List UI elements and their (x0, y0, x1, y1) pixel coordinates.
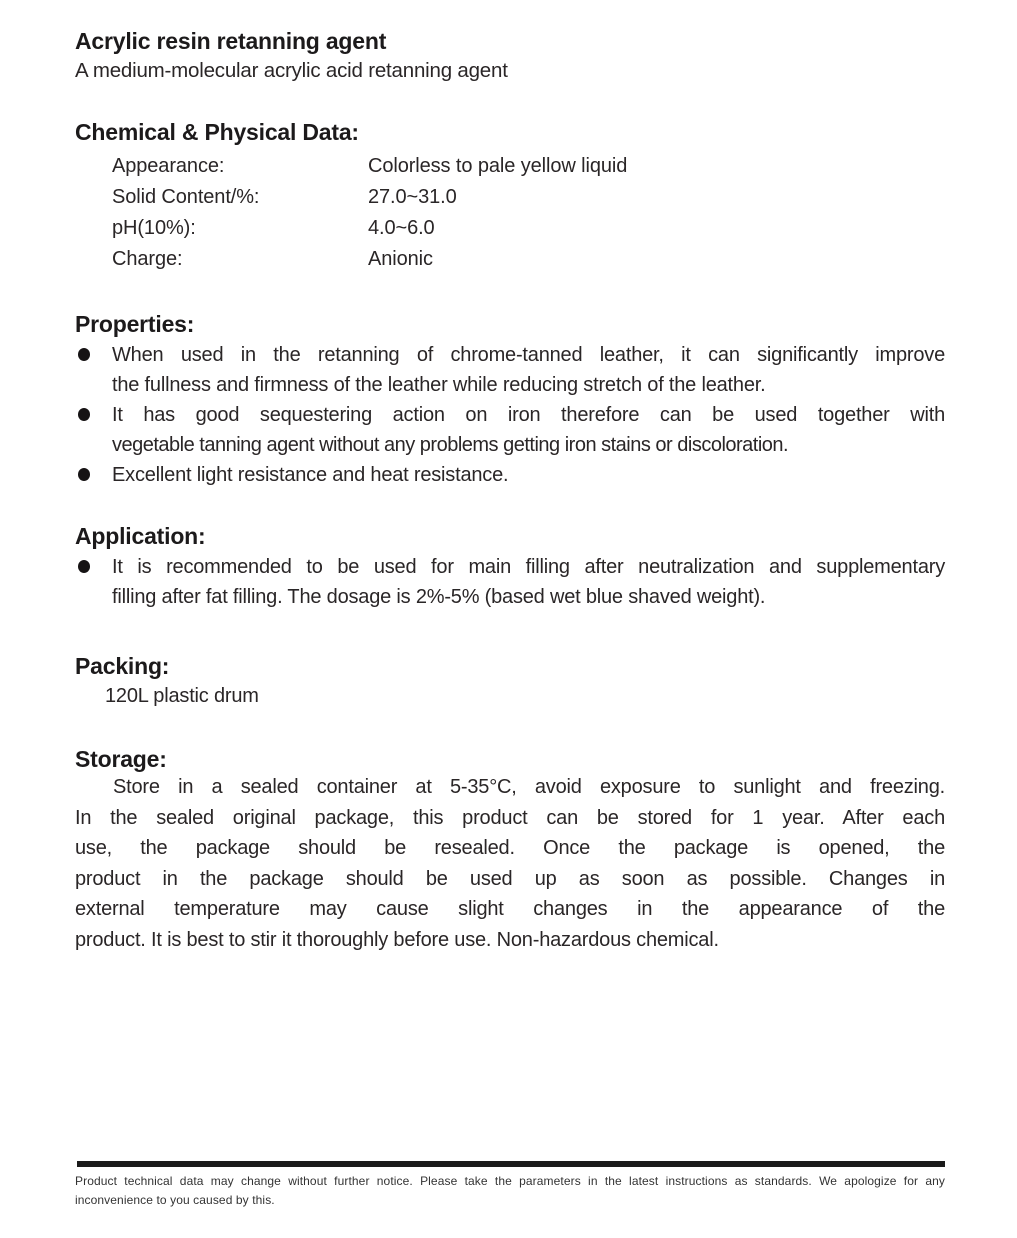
bullet-item (75, 400, 945, 460)
application-bullet-list (75, 552, 945, 612)
spec-row-solid-content (75, 182, 945, 213)
properties-bullet-list (75, 340, 945, 490)
storage-line: product. It is best to stir it thoroughly before use. Non-hazardous chemical. (75, 928, 719, 951)
storage-line: In the sealed original package, this product can be stored for 1 year. After each (75, 806, 945, 829)
storage-line: Store in a sealed container at 5-35°C, avoid exposure to sunlight and freezing. (113, 776, 945, 798)
footer-note-line: Product technical data may change without further notice. Please take the parameters in the latest instructions as standards. We apologize for any (75, 1174, 945, 1188)
spec-value: 27.0~31.0 (368, 186, 457, 208)
storage-line: external temperature may cause slight changes in the appearance of the (75, 898, 945, 920)
footer-divider (77, 1161, 945, 1167)
footer-note (75, 1172, 945, 1210)
spec-value: Anionic (368, 248, 433, 270)
spec-row-ph (75, 213, 945, 244)
section-heading-chemical-physical-data: Chemical & Physical Data: (75, 119, 359, 145)
storage-paragraph (75, 772, 945, 955)
bullet-line: It has good sequestering action on iron therefore can be used together with (112, 404, 945, 426)
section-heading-storage: Storage: (75, 746, 167, 772)
section-heading-packing: Packing: (75, 653, 170, 679)
bullet-line: vegetable tanning agent without any problems getting iron stains or discoloration. (112, 434, 789, 456)
spec-label: Solid Content/%: (112, 186, 260, 208)
bullet-icon (78, 560, 90, 573)
bullet-item (75, 460, 945, 490)
storage-line: use, the package should be resealed. Once the package is opened, the (75, 837, 945, 859)
section-heading-application: Application: (75, 523, 206, 549)
spec-row-appearance (75, 151, 945, 182)
bullet-line: Excellent light resistance and heat resistance. (112, 464, 509, 486)
bullet-icon (78, 468, 90, 481)
bullet-line: filling after fat filling. The dosage is 2%-5% (based wet blue shaved weight). (112, 586, 766, 608)
bullet-icon (78, 348, 90, 361)
bullet-icon (78, 408, 90, 421)
packing-text: 120L plastic drum (105, 685, 259, 707)
section-heading-properties: Properties: (75, 311, 195, 337)
page-subtitle: A medium-molecular acrylic acid retanning agent (75, 59, 508, 82)
bullet-line: When used in the retanning of chrome-tanned leather, it can significantly improve (112, 344, 945, 366)
spec-value: 4.0~6.0 (368, 217, 435, 239)
bullet-item (75, 552, 945, 612)
storage-line: product in the package should be used up as soon as possible. Changes in (75, 867, 945, 890)
spec-label: Appearance: (112, 155, 225, 177)
spec-value: Colorless to pale yellow liquid (368, 155, 628, 177)
spec-row-charge (75, 244, 945, 275)
bullet-line: It is recommended to be used for main filling after neutralization and supplementary (112, 556, 945, 578)
page-title: Acrylic resin retanning agent (75, 28, 387, 54)
footer-note-line: inconvenience to you caused by this. (75, 1193, 275, 1207)
bullet-line: the fullness and firmness of the leather while reducing stretch of the leather. (112, 374, 766, 396)
spec-label: Charge: (112, 248, 183, 270)
bullet-item (75, 340, 945, 400)
spec-table (75, 151, 945, 275)
spec-label: pH(10%): (112, 217, 196, 239)
